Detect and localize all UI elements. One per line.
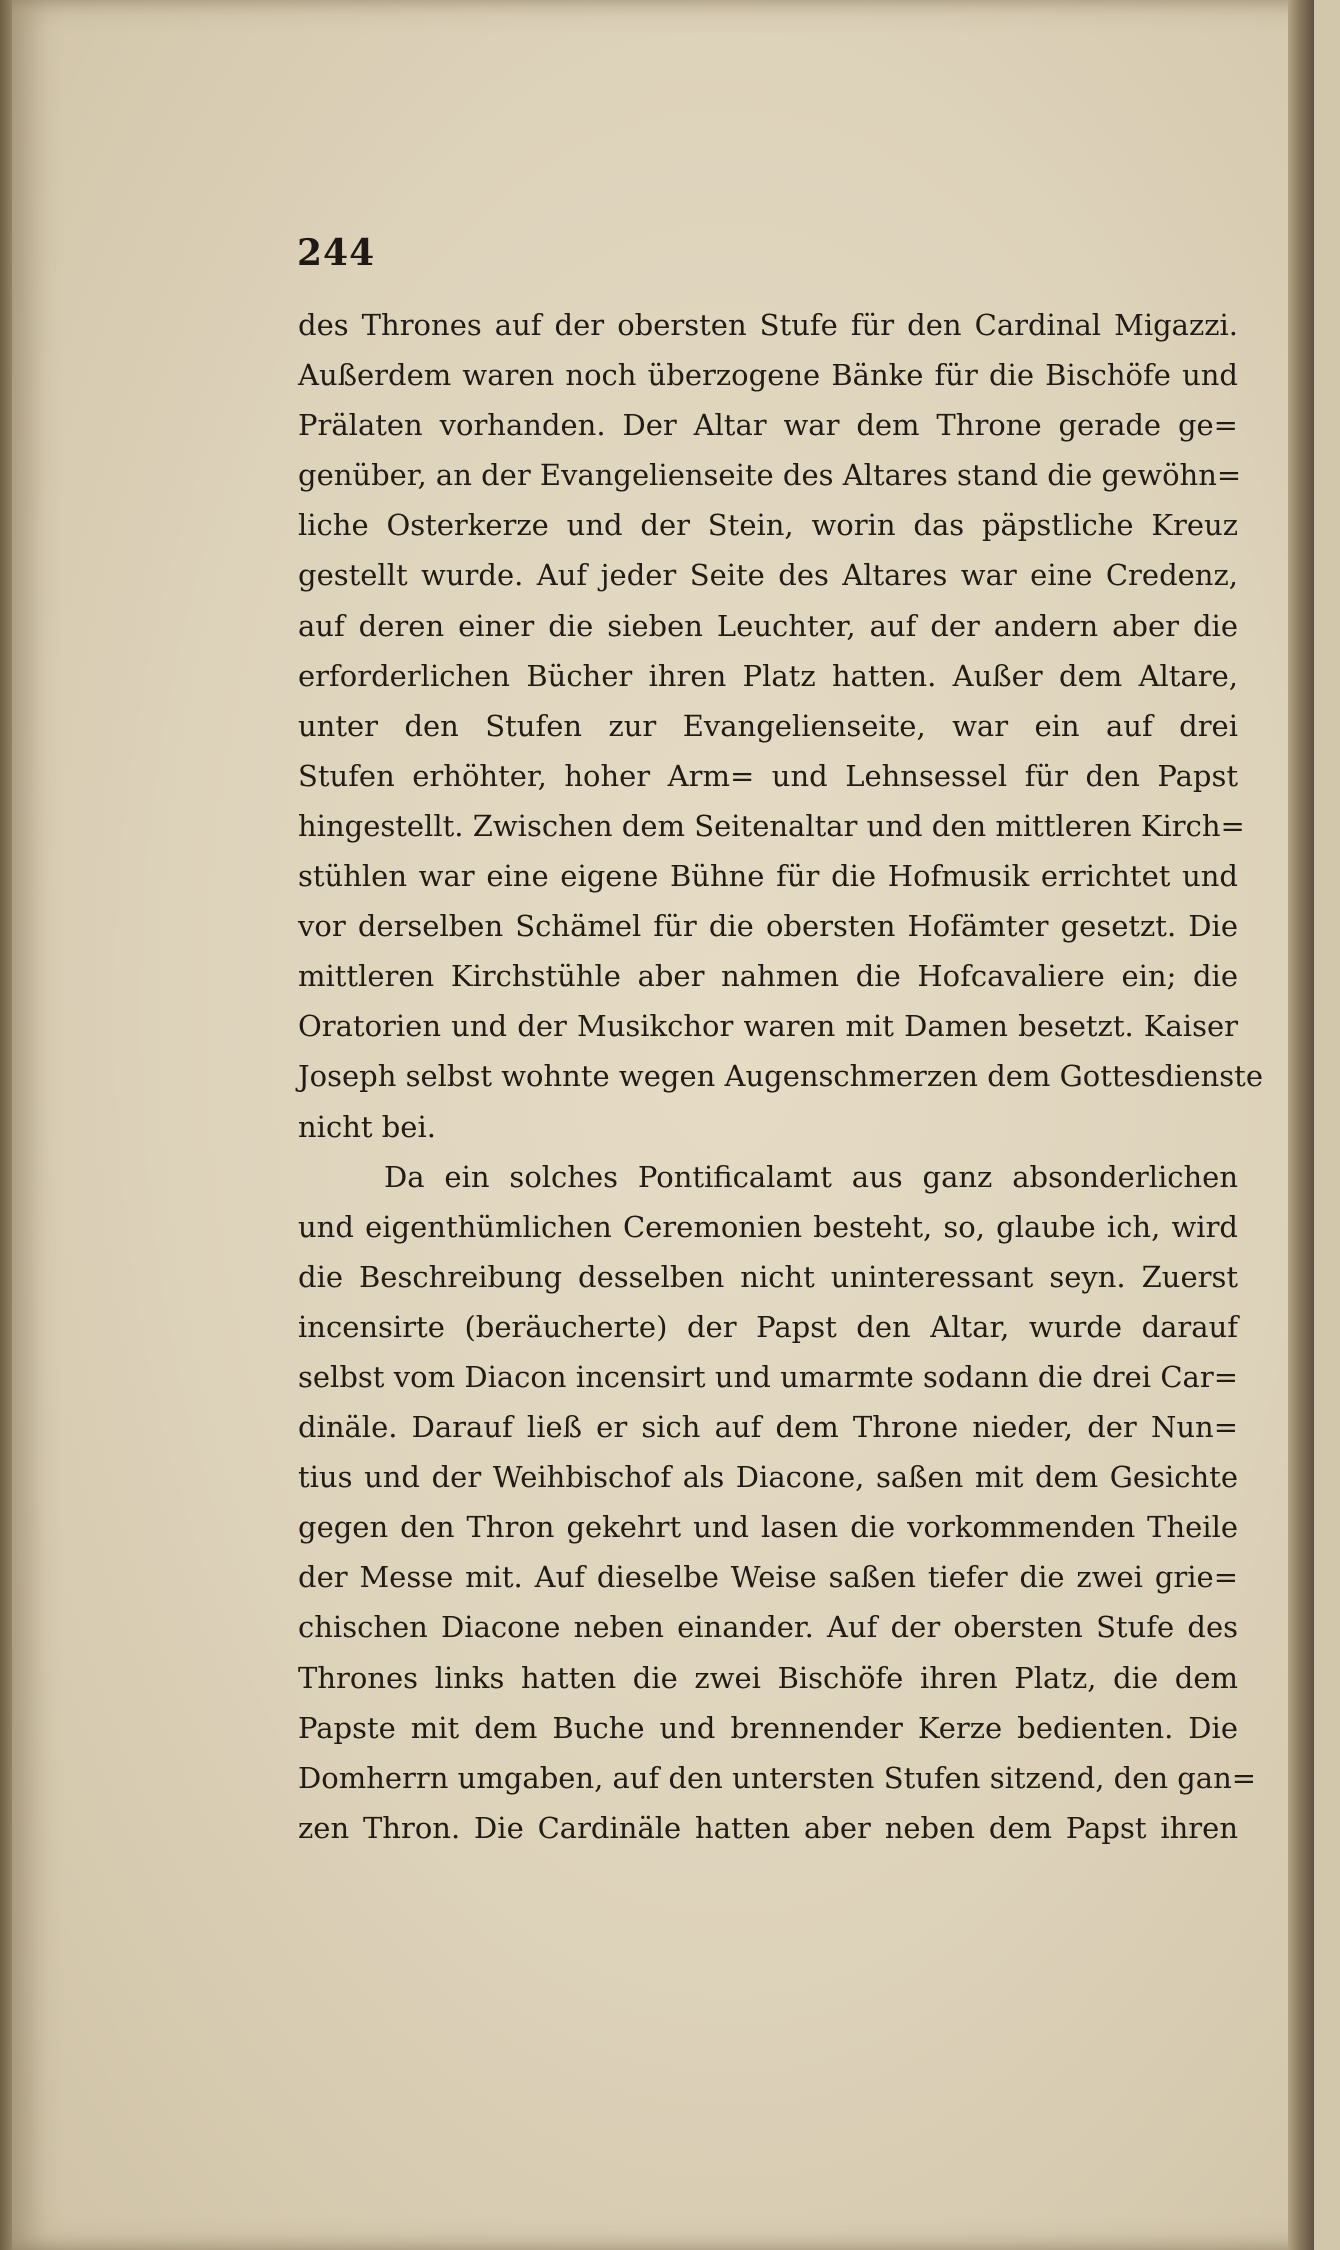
book-page	[12, 0, 1314, 2250]
text-line: gegen den Thron gekehrt und lasen die vorkommenden Theile	[298, 1510, 1238, 1545]
text-line: Papste mit dem Buche und brennender Kerze bedienten. Die	[298, 1710, 1238, 1745]
text-line: chischen Diacone neben einander. Auf der obersten Stufe des	[298, 1610, 1238, 1645]
text-line: Thrones links hatten die zwei Bischöfe ihren Platz, die dem	[298, 1660, 1238, 1695]
text-line: selbst vom Diacon incensirt und umarmte sodann die drei Car=	[298, 1359, 1238, 1394]
text-line: der Messe mit. Auf dieselbe Weise saßen tiefer die zwei grie=	[298, 1560, 1238, 1595]
text-line: die Beschreibung desselben nicht uninteressant seyn. Zuerst	[298, 1259, 1238, 1294]
text-line: liche Osterkerze und der Stein, worin das päpstliche Kreuz	[298, 508, 1238, 543]
paragraph-1	[298, 300, 1263, 1152]
text-line: Außerdem waren noch überzogene Bänke für die Bischöfe und	[298, 358, 1238, 393]
text-line: tius und der Weihbischof als Diacone, saßen mit dem Gesichte	[298, 1460, 1238, 1495]
page-number: 244	[297, 232, 376, 274]
text-line: unter den Stufen zur Evangelienseite, war ein auf drei	[298, 708, 1238, 743]
paragraph-2	[298, 1152, 1257, 1853]
text-line: hingestellt. Zwischen dem Seitenaltar und den mittleren Kirch=	[298, 808, 1245, 843]
text-line: Joseph selbst wohnte wegen Augenschmerzen dem Gottesdienste	[298, 1059, 1263, 1094]
text-line: Da ein solches Pontificalamt aus ganz absonderlichen	[384, 1159, 1238, 1194]
text-line: mittleren Kirchstühle aber nahmen die Hofcavaliere ein; die	[298, 959, 1238, 994]
text-line: gestellt wurde. Auf jeder Seite des Altares war eine Credenz,	[298, 558, 1238, 593]
text-line: erforderlichen Bücher ihren Platz hatten. Außer dem Altare,	[298, 658, 1238, 693]
text-line: stühlen war eine eigene Bühne für die Hofmusik errichtet und	[298, 859, 1238, 894]
text-line: Oratorien und der Musikchor waren mit Damen besetzt. Kaiser	[298, 1009, 1238, 1044]
text-line: nicht bei.	[298, 1109, 436, 1144]
text-line: Prälaten vorhanden. Der Altar war dem Throne gerade ge=	[298, 408, 1238, 443]
text-line: incensirte (beräucherte) der Papst den Altar, wurde darauf	[298, 1309, 1238, 1344]
text-line: vor derselben Schämel für die obersten Hofämter gesetzt. Die	[298, 909, 1238, 944]
text-line: genüber, an der Evangelienseite des Altares stand die gewöhn=	[298, 458, 1242, 493]
text-line: Stufen erhöhter, hoher Arm= und Lehnsessel für den Papst	[298, 758, 1238, 793]
page-edge	[1288, 0, 1314, 2250]
text-line: zen Thron. Die Cardinäle hatten aber neben dem Papst ihren	[298, 1810, 1238, 1845]
body-text	[298, 300, 1263, 1853]
text-line: auf deren einer die sieben Leuchter, auf der andern aber die	[298, 608, 1238, 643]
text-line: dinäle. Darauf ließ er sich auf dem Throne nieder, der Nun=	[298, 1410, 1238, 1445]
text-line: Domherrn umgaben, auf den untersten Stufen sitzend, den gan=	[298, 1760, 1257, 1795]
text-line: des Thrones auf der obersten Stufe für den Cardinal Migazzi.	[298, 308, 1238, 342]
text-line: und eigenthümlichen Ceremonien besteht, so, glaube ich, wird	[298, 1209, 1238, 1244]
